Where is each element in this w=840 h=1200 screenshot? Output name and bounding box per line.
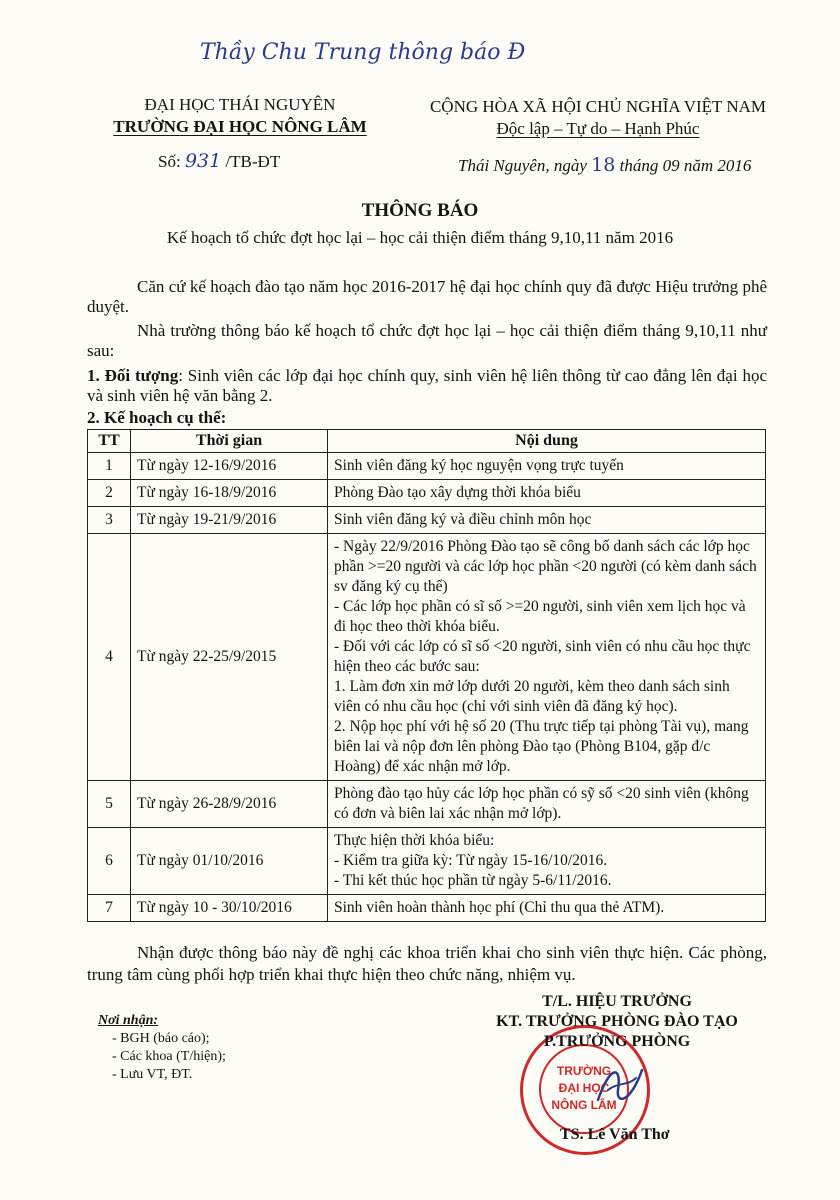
stamp-line2: ĐẠI HỌC (558, 1081, 610, 1095)
row-time: Từ ngày 12-16/9/2016 (131, 453, 328, 480)
date-line (458, 154, 751, 176)
closing-paragraph: Nhận được thông báo này đề nghị các khoa triển khai cho sinh viên thực hiện. Các phòng, trung tâm cùng phối hợp triển khai thực hiện theo chức năng, nhiệm vụ. (87, 943, 767, 984)
notice-subtitle: Kế hoạch tổ chức đợt học lại – học cải thiện điểm tháng 9,10,11 năm 2016 (166, 228, 674, 247)
doc-number (158, 150, 280, 172)
row-tt: 7 (88, 895, 131, 922)
signer-name: TS. Lê Văn Thơ (560, 1126, 670, 1143)
table-row (88, 480, 766, 507)
section1-text: : Sinh viên các lớp đại học chính quy, sinh viên hệ liên thông từ cao đẳng lên đại học và sinh viên hệ văn bằng 2. (87, 366, 767, 405)
stamp-line3: NÔNG LÂM (551, 1098, 617, 1112)
doc-number-hand: 931 (184, 150, 222, 172)
paragraph-announcement: Nhà trường thông báo kế hoạch tổ chức đợt học lại – học cải thiện điểm tháng 9,10,11 như sau: (87, 321, 767, 360)
row-time: Từ ngày 19-21/9/2016 (131, 507, 328, 534)
organization-block (100, 94, 380, 138)
row-time: Từ ngày 10 - 30/10/2016 (131, 895, 328, 922)
content-line: - Thi kết thúc học phần từ ngày 5-6/11/2016. (334, 872, 612, 889)
signature-line3: P.TRƯỞNG PHÒNG (543, 1033, 691, 1050)
row-content (328, 534, 766, 781)
table-row (88, 895, 766, 922)
row-time: Từ ngày 26-28/9/2016 (131, 781, 328, 828)
doc-number-prefix: Số: (158, 152, 181, 171)
table-row (88, 507, 766, 534)
section-target (87, 366, 767, 406)
table-row (88, 828, 766, 895)
section1-heading: 1. Đối tượng (87, 366, 179, 385)
row-content (328, 828, 766, 895)
table-row (88, 534, 766, 781)
doc-number-suffix: /TB-ĐT (225, 152, 281, 171)
paragraph-basis: Căn cứ kế hoạch đào tạo năm học 2016-2017 hệ đại học chính quy đã được Hiệu trưởng phê duyệt. (87, 277, 767, 316)
row-time: Từ ngày 22-25/9/2015 (131, 534, 328, 781)
content-line: Thực hiện thời khóa biểu: (334, 832, 495, 849)
row-tt: 2 (88, 480, 131, 507)
date-day-hand: 18 (591, 154, 616, 176)
signature-line2: KT. TRƯỞNG PHÒNG ĐÀO TẠO (496, 1013, 738, 1030)
signature-line1: T/L. HIỆU TRƯỞNG (542, 993, 692, 1010)
org-line1: ĐẠI HỌC THÁI NGUYÊN (144, 95, 336, 114)
content-line: - Ngày 22/9/2016 Phòng Đào tạo sẽ công bố danh sách các lớp học phần >=20 người và các lớp học phần <20 người (có kèm danh sách sv đăng ký cụ thể) (334, 538, 757, 595)
row-time: Từ ngày 16-18/9/2016 (131, 480, 328, 507)
date-prefix: Thái Nguyên, ngày (458, 156, 587, 175)
row-tt: 6 (88, 828, 131, 895)
plan-table (87, 429, 766, 922)
recipients-block (98, 1012, 226, 1084)
signature-mark (590, 1060, 650, 1110)
row-tt: 5 (88, 781, 131, 828)
table-row (88, 453, 766, 480)
handwritten-note: Thầy Chu Trung thông báo Đ (200, 40, 526, 65)
row-content: Sinh viên đăng ký và điều chỉnh môn học (328, 507, 766, 534)
stamp-line1: TRƯỜNG (556, 1064, 612, 1078)
header-time: Thời gian (131, 430, 328, 453)
recipients-label: Nơi nhận: (98, 1013, 159, 1028)
nation-title: CỘNG HÒA XÃ HỘI CHỦ NGHĨA VIỆT NAM (429, 97, 767, 116)
row-content: Phòng Đào tạo xây dựng thời khóa biểu (328, 480, 766, 507)
content-line: 1. Làm đơn xin mở lớp dưới 20 người, kèm theo danh sách sinh viên có nhu cầu học (chỉ với sinh viên đã đăng ký học). (334, 678, 730, 715)
nation-block (418, 96, 778, 140)
recipient-item: - Các khoa (T/hiện); (112, 1049, 226, 1064)
row-tt: 3 (88, 507, 131, 534)
notice-title: THÔNG BÁO (361, 200, 479, 221)
row-tt: 4 (88, 534, 131, 781)
row-tt: 1 (88, 453, 131, 480)
signature-block (452, 992, 782, 1052)
row-content: Sinh viên hoàn thành học phí (Chỉ thu qua thẻ ATM). (328, 895, 766, 922)
table-header-row (88, 430, 766, 453)
recipient-item: - BGH (báo cáo); (112, 1031, 210, 1046)
table-row (88, 781, 766, 828)
row-content: Sinh viên đăng ký học nguyện vọng trực tuyến (328, 453, 766, 480)
date-suffix: tháng 09 năm 2016 (619, 156, 752, 175)
row-time: Từ ngày 01/10/2016 (131, 828, 328, 895)
section2-heading: 2. Kế hoạch cụ thể: (87, 408, 227, 427)
content-line: - Đối với các lớp có sĩ số <20 người, sinh viên có nhu cầu học thực hiện theo các bước sau: (334, 638, 751, 675)
row-content: Phòng đào tạo hủy các lớp học phần có sỹ số <20 sinh viên (không có đơn và biên lai xác nhận mở lớp). (328, 781, 766, 828)
header-tt: TT (88, 430, 131, 453)
content-line: - Các lớp học phần có sĩ số >=20 người, sinh viên xem lịch học và đi học theo thời khóa biểu. (334, 598, 746, 635)
motto: Độc lập – Tự do – Hạnh Phúc (496, 119, 700, 138)
recipient-item: - Lưu VT, ĐT. (112, 1067, 193, 1082)
content-line: - Kiểm tra giữa kỳ: Từ ngày 15-16/10/2016. (334, 852, 608, 869)
content-line: 2. Nộp học phí với hệ số 20 (Thu trực tiếp tại phòng Tài vụ), mang biên lai và nộp đơn lên phòng Đào tạo (Phòng B104, gặp đ/c Hoàng) để xác nhận mở lớp. (334, 718, 749, 775)
header-content: Nội dung (328, 430, 766, 453)
org-line2: TRƯỜNG ĐẠI HỌC NÔNG LÂM (113, 117, 367, 136)
